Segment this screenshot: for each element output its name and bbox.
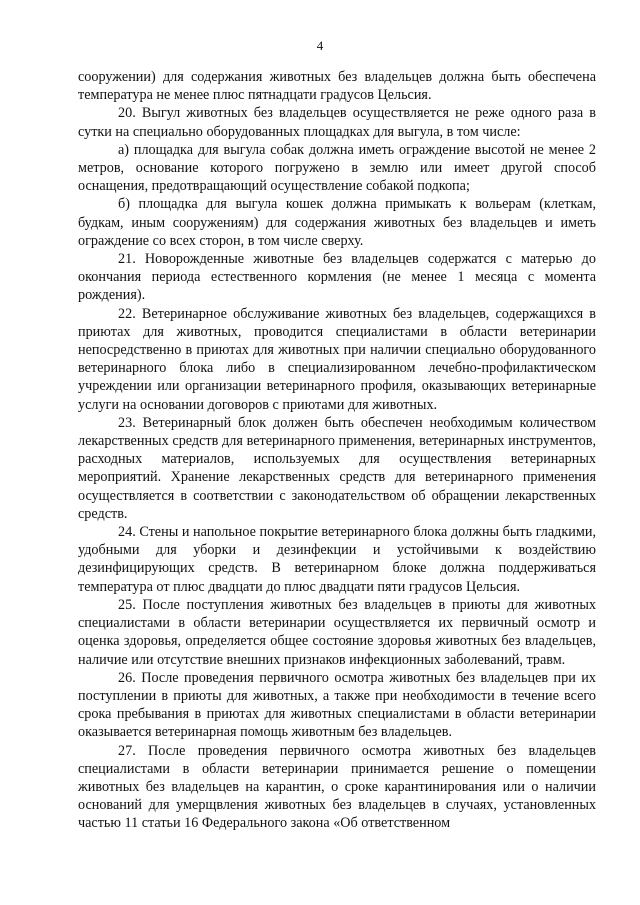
page-number: 4 (316, 38, 324, 53)
paragraph-item-20b: б) площадка для выгула кошек должна примыкать к вольерам (клеткам, будкам, иным сооружениям) для содержания животных без владельцев и иметь ограждение со всех сторон, в том числе сверху. (78, 196, 596, 249)
paragraph-item-26: 26. После проведения первичного осмотра животных без владельцев при их поступлении в приюты для животных, а также при необходимости в течение всего срока пребывания в приютах для животных специалистами в области ветеринарии оказывается ветеринарная помощь животным без владельцев. (78, 669, 596, 741)
paragraph-item-24: 24. Стены и напольное покрытие ветеринарного блока должны быть гладкими, удобными для уборки и дезинфекции и устойчивыми к воздействию дезинфицирующих средств. В ветеринарном блоке должна поддерживаться температура от плюс двадцати до плюс двадцати пяти градусов Цельсия. (78, 524, 596, 595)
paragraph-item-22: 22. Ветеринарное обслуживание животных без владельцев, содержащихся в приютах для животных, проводится специалистами в области ветеринарии непосредственно в приютах для животных при наличии специально оборудованного ветеринарного блока либо в специализированном лечебно-профилактическом учреждении или организации ветеринарного профиля, оказывающих ветеринарные услуги на основании договоров с приютами для животных. (78, 305, 596, 413)
paragraph-item-20: 20. Выгул животных без владельцев осуществляется не реже одного раза в сутки на специально оборудованных площадках для выгула, в том числе: (78, 105, 596, 140)
paragraph-continuation: сооружении) для содержания животных без владельцев должна быть обеспечена температура не менее плюс пятнадцати градусов Цельсия. (78, 69, 596, 104)
paragraph-item-27: 27. После проведения первичного осмотра животных без владельцев специалистами в области ветеринарии принимается решение о помещении животных без владельцев на карантин, о сроке карантинирования или о наличии оснований для умерщвления животных без владельцев в случаях, установленных частью 11 статьи 16 Федерального закона «Об ответственном (78, 742, 596, 832)
paragraph-item-25: 25. После поступления животных без владельцев в приюты для животных специалистами в области ветеринарии осуществляется их первичный осмотр и оценка здоровья, определяется общее состояние здоровья животных без владельцев, наличие или отсутствие внешних признаков инфекционных заболеваний, травм. (78, 596, 596, 668)
paragraph-item-21: 21. Новорожденные животные без владельцев содержатся с матерью до окончания периода естественного кормления (не менее 1 месяца с момента рождения). (78, 251, 596, 304)
paragraph-item-20a: а) площадка для выгула собак должна иметь ограждение высотой не менее 2 метров, основание которого погружено в землю или имеет другой способ оснащения, предотвращающий осуществление собакой подкопа; (78, 141, 596, 195)
document-body (78, 68, 596, 833)
paragraph-item-23: 23. Ветеринарный блок должен быть обеспечен необходимым количеством лекарственных средств для ветеринарного применения, ветеринарных инструментов, расходных материалов, используемых для осуществления ветеринарных мероприятий. Хранение лекарственных средств для ветеринарного применения осуществляется в соответствии с законодательством об обращении лекарственных средств. (78, 414, 596, 522)
